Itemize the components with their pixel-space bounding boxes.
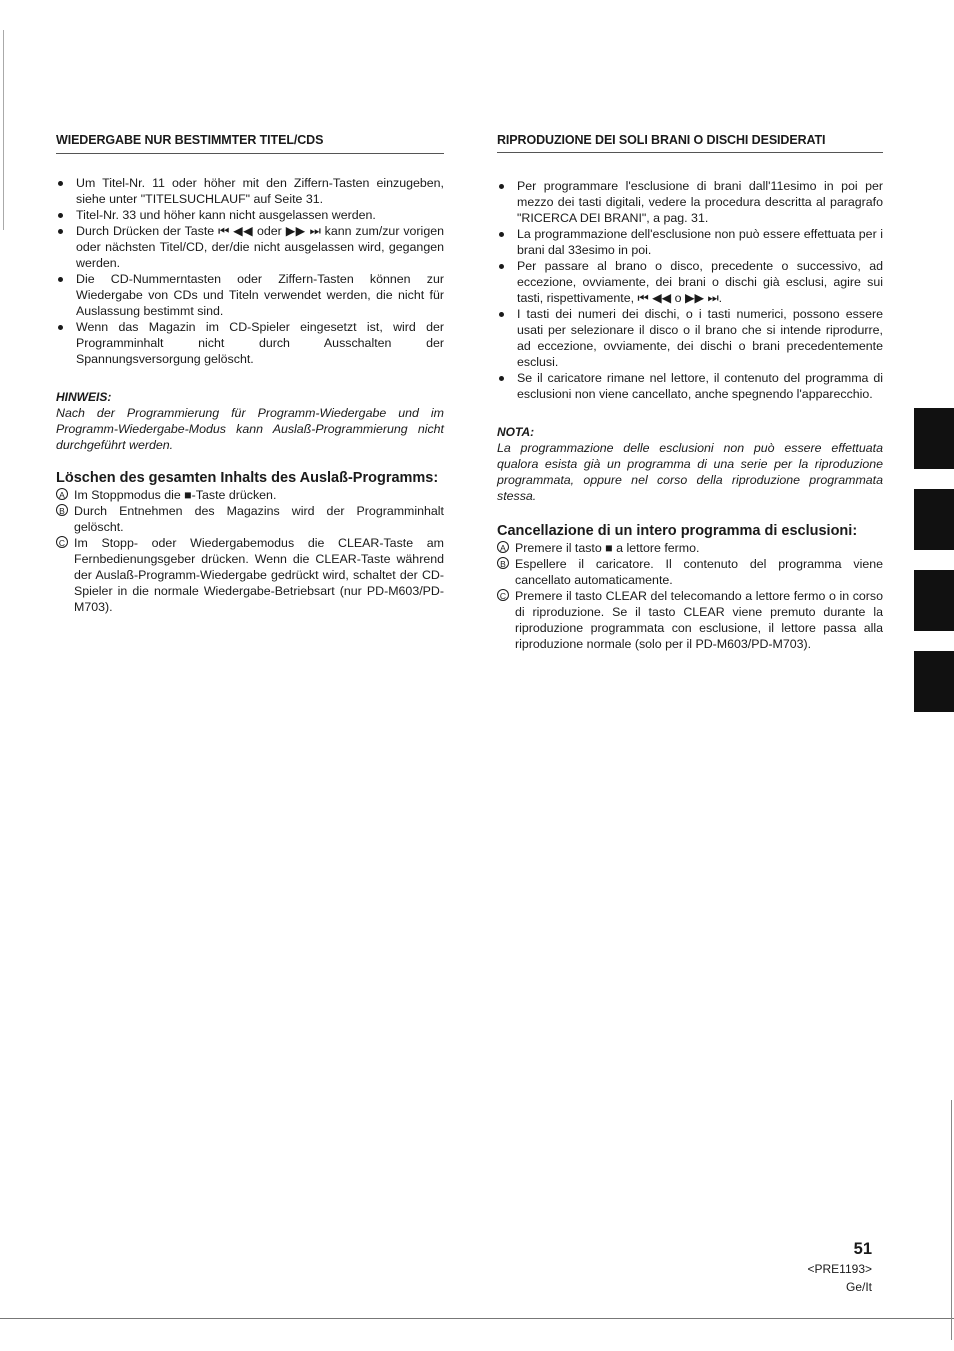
bullet-list-italian [497,178,883,402]
list-item: Per passare al brano o disco, precedente o successivo, ad eccezione, ovviamente, dei brani o dischi già esclusi, agire sui tasti, rispettivamente, ⏮ ◀◀ o ▶▶ ⏭. [497,258,883,306]
subheading-italian: Cancellazione di un intero programma di esclusioni: [497,523,858,539]
page-number: 51 [853,1240,872,1258]
list-item: C Im Stopp- oder Wiedergabemodus die CLEAR-Taste am Fernbedienungsgeber drücken. Wenn die CLEAR-Taste während der Auslaß-Programm-Wiedergabe gedrückt wird, schaltet der CD-Spieler in die normale Wiedergabe-Betriebsart (nur PD-M603/PD-M703). [56,535,444,615]
steps-german [56,487,444,615]
bullet-list-german [56,175,444,367]
note-heading-italian: NOTA: [497,425,535,439]
index-tab [914,408,954,469]
list-item: A Im Stoppmodus die ■-Taste drücken. [56,487,444,503]
list-item: Se il caricatore rimane nel lettore, il contenuto del programma di esclusioni non viene cancellato, anche spegnendo l'apparecchio. [497,370,883,402]
list-item: Titel-Nr. 33 und höher kann nicht ausgelassen werden. [56,207,444,223]
list-item: Durch Drücken der Taste ⏮ ◀◀ oder ▶▶ ⏭ kann zum/zur vorigen oder nächsten Titel/CD, der/die nicht ausgelassen wird, gegangen werden. [56,223,444,271]
list-item: C Premere il tasto CLEAR del telecomando a lettore fermo o in corso di riproduzione. Se il tasto CLEAR viene premuto durante la riproduzione programmata con esclusione, il lettore passa alla riproduzione normale (solo per il PD-M603/PD-M703). [497,588,883,652]
section-title-italian: RIPRODUZIONE DEI SOLI BRANI O DISCHI DESIDERATI [497,133,883,153]
steps-italian [497,540,883,652]
list-item: Um Titel-Nr. 11 oder höher mit den Ziffern-Tasten einzugeben, siehe unter "TITELSUCHLAUF" auf Seite 31. [56,175,444,207]
column-german [56,133,444,615]
list-item: Wenn das Magazin im CD-Spieler eingesetzt ist, wird der Programminhalt nicht durch Ausschalten der Spannungsversorgung gelöscht. [56,319,444,367]
list-item: I tasti dei numeri dei dischi, o i tasti numerici, possono essere usati per selezionare il disco o il brano che si intende riprodurre, ad eccezione, ovviamente, dei dischi o brani precedentemente esclusi. [497,306,883,370]
step-marker: C [56,536,68,548]
note-text-italian: La programmazione delle esclusioni non può essere effettuata qualora esista già un programma di una serie per la riproduzione programmata, oppure nel corso della riproduzione programmata stessa. [497,441,883,503]
index-tab [914,570,954,631]
list-item: A Premere il tasto ■ a lettore fermo. [497,540,883,556]
section-title-german: WIEDERGABE NUR BESTIMMTER TITEL/CDS [56,133,444,154]
column-italian [497,133,883,652]
step-marker: A [56,488,68,500]
index-tab [914,489,954,550]
list-item: La programmazione dell'esclusione non può essere effettuata per i brani dal 33esimo in poi. [497,226,883,258]
note-heading-german: HINWEIS: [56,390,112,404]
language-code: Ge/It [845,1280,872,1294]
document-code: <PRE1193> [807,1262,872,1276]
step-marker: B [56,504,68,516]
step-marker: A [497,541,509,553]
step-marker: B [497,557,509,569]
note-text-german: Nach der Programmierung für Programm-Wiedergabe und im Programm-Wiedergabe-Modus kann Auslaß-Programmierung nicht durchgeführt werden. [56,406,444,452]
list-item: B Espellere il caricatore. Il contenuto del programma viene cancellato automaticamente. [497,556,883,588]
subheading-german: Löschen des gesamten Inhalts des Auslaß-Programms: [56,470,439,486]
list-item: Per programmare l'esclusione di brani dall'11esimo in poi per mezzo dei tasti digitali, vedere la procedura descritta al paragrafo "RICERCA DEI BRANI", a pag. 31. [497,178,883,226]
step-marker: C [497,589,509,601]
list-item: B Durch Entnehmen des Magazins wird der Programminhalt gelöscht. [56,503,444,535]
index-tab [914,651,954,712]
list-item: Die CD-Nummerntasten oder Ziffern-Tasten können zur Wiedergabe von CDs und Titeln verwendet werden, die nicht für Auslassung bestimmt sind. [56,271,444,319]
bottom-rule [0,1318,954,1319]
scan-edge-left [3,30,4,230]
scan-edge-right [951,1100,952,1340]
